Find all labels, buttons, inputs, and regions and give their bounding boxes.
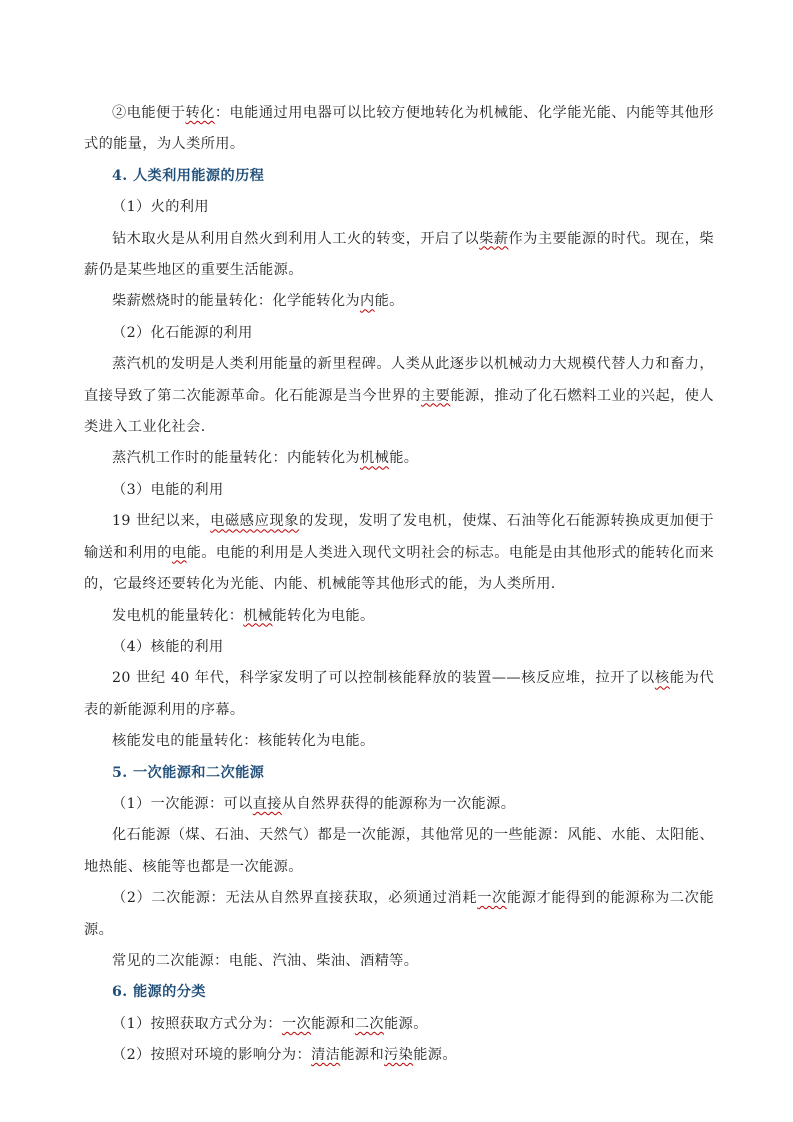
text-run: 能转化为电能。 xyxy=(272,607,375,624)
underlined-keyword: 电磁感应现象 xyxy=(210,513,300,530)
paragraph xyxy=(84,318,714,349)
text-run: （2）化石能源的利用 xyxy=(112,324,253,341)
text-run: （2）按照对环境的影响分为： xyxy=(112,1047,312,1064)
text-run: 能。电能的利用是人类进入现代文明社会的标志。电能是由其他形式的能转化而来的，它最终还要转化为光能、内能、机械能等其他形式的能，为人类所用. xyxy=(84,544,714,593)
text-run: （1）火的利用 xyxy=(112,199,209,216)
text-run: 5. 一次能源和二次能源 xyxy=(112,764,265,781)
underlined-keyword: 转化 xyxy=(185,105,215,121)
text-run: 能。 xyxy=(389,450,419,467)
text-run: 19 世纪以来， xyxy=(112,513,211,530)
underlined-keyword: 电 xyxy=(171,544,187,561)
underlined-keyword: 直接 xyxy=(252,795,282,812)
underlined-keyword: 核 xyxy=(654,670,670,687)
paragraph xyxy=(84,820,714,883)
text-run: ：电能通过用电器可以比较方便地转化为机械能、化学能光能、内能等其他形式的能量，为人类所用。 xyxy=(84,105,714,153)
text-run: 4. 人类利用能源的历程 xyxy=(112,167,265,184)
text-run: （1）按照获取方式分为： xyxy=(112,1015,282,1032)
text-run: （3）电能的利用 xyxy=(112,481,224,498)
text-run: 钻木取火是从利用自然火到利用人工火的转变，开启了以 xyxy=(112,230,480,247)
underlined-keyword: 一次 xyxy=(281,1015,312,1032)
text-run: （2）二次能源：无法从自然界直接获取，必须通过消耗 xyxy=(112,890,478,907)
text-run: 能源才能得到的能源称为二次能源。 xyxy=(84,890,714,938)
paragraph xyxy=(84,883,714,946)
text-run: （1）一次能源：可以 xyxy=(112,795,253,812)
underlined-keyword: 机械 xyxy=(243,607,273,624)
paragraph xyxy=(84,632,714,663)
underlined-keyword: 清洁 xyxy=(311,1047,341,1064)
section-heading xyxy=(84,161,714,192)
paragraph xyxy=(84,789,714,820)
underlined-keyword: 内 xyxy=(360,293,375,310)
text-run: 作为主要能源的时代。现在，柴薪仍是某些地区的重要生活能源。 xyxy=(84,230,714,279)
document-body xyxy=(84,98,714,1072)
text-run: 常见的二次能源：电能、汽油、柴油、酒精等。 xyxy=(112,952,419,969)
paragraph xyxy=(84,1040,714,1071)
paragraph xyxy=(84,663,714,726)
paragraph xyxy=(84,506,714,600)
paragraph xyxy=(84,601,714,632)
paragraph xyxy=(84,224,714,287)
text-run: 能源，推动了化石燃料工业的兴起，使人类进入工业化社会. xyxy=(84,387,715,436)
text-run: 能。 xyxy=(374,293,404,310)
underlined-keyword: 一次 xyxy=(477,890,507,907)
paragraph xyxy=(84,946,714,977)
section-heading xyxy=(84,758,714,789)
text-run: 能源和 xyxy=(340,1047,385,1064)
underlined-keyword: 二次 xyxy=(354,1015,385,1032)
underlined-keyword: 污染 xyxy=(384,1047,414,1064)
section-heading xyxy=(84,977,714,1008)
underlined-keyword: 柴薪 xyxy=(479,230,509,247)
paragraph xyxy=(84,286,714,317)
underlined-keyword: 机械 xyxy=(360,450,390,467)
paragraph xyxy=(84,726,714,757)
text-run: 发电机的能量转化： xyxy=(112,607,244,624)
text-run: 20 世纪 40 年代，科学家发明了可以控制核能释放的装置——核反应堆，拉开了以 xyxy=(112,670,655,687)
paragraph xyxy=(84,475,714,506)
underlined-keyword: 主要 xyxy=(421,387,451,404)
text-run: 蒸汽机工作时的能量转化：内能转化为 xyxy=(112,450,360,467)
text-run: 能源。 xyxy=(384,1015,428,1032)
text-run: 蒸汽机的发明是人类利用能量的新里程碑。人类从此逐步以机械动力大规模代替人力和畜力，直接导致了第二次能源革命。化石能源是当今世界的 xyxy=(84,356,714,404)
text-run: 能源和 xyxy=(311,1015,355,1032)
paragraph xyxy=(84,349,714,443)
text-run: （4）核能的利用 xyxy=(112,638,224,655)
paragraph xyxy=(84,443,714,474)
paragraph xyxy=(84,1009,714,1040)
text-run: 能为代表的新能源利用的序幕。 xyxy=(84,670,715,718)
paragraph xyxy=(84,98,714,161)
paragraph xyxy=(84,192,714,223)
text-run: 能源。 xyxy=(413,1047,457,1064)
text-run: 从自然界获得的能源称为一次能源。 xyxy=(281,795,516,812)
text-run: 的发现，发明了发电机，使煤、石油等化石能源转换成更加便于输送和利用的 xyxy=(84,513,715,561)
text-run: 柴薪燃烧时的能量转化：化学能转化为 xyxy=(112,293,360,310)
text-run: 化石能源（煤、石油、天然气）都是一次能源，其他常见的一些能源：风能、水能、太阳能、地热能、核能等也都是一次能源。 xyxy=(84,827,714,875)
text-run: 6. 能源的分类 xyxy=(112,984,206,1001)
text-run: ②电能便于 xyxy=(112,105,186,121)
text-run: 核能发电的能量转化：核能转化为电能。 xyxy=(112,733,375,750)
